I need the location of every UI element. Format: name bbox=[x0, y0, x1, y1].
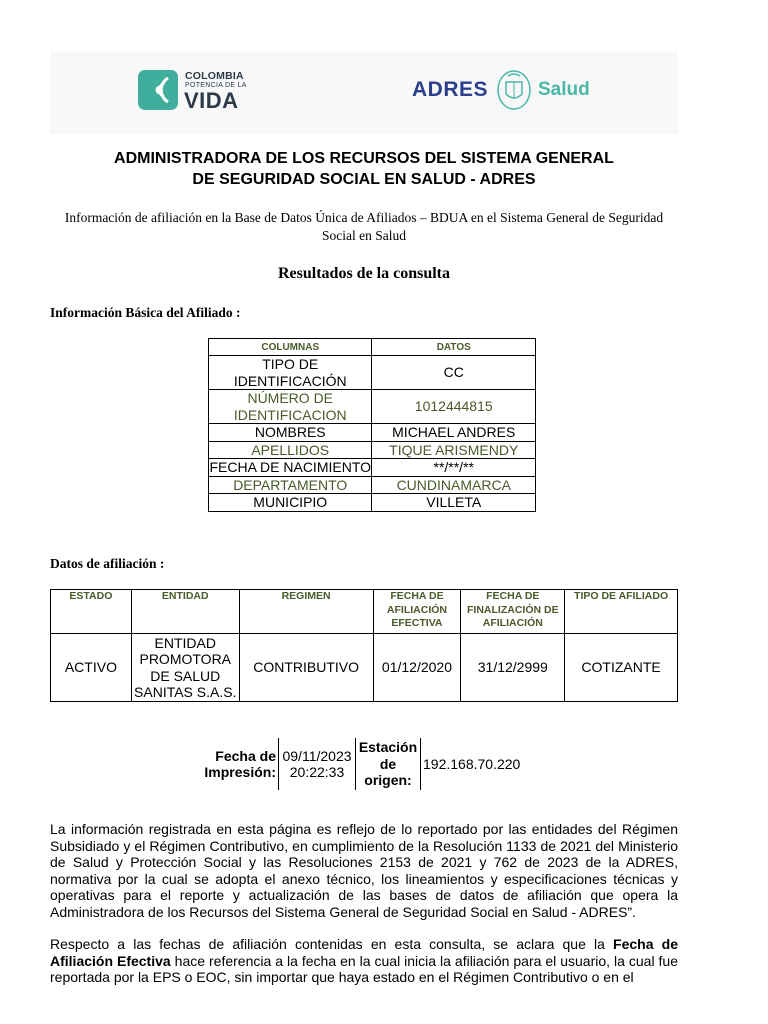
field-departamento: DEPARTAMENTO bbox=[209, 476, 372, 494]
table-row bbox=[209, 459, 536, 477]
table-row bbox=[51, 634, 678, 702]
col-header-entidad: ENTIDAD bbox=[131, 590, 239, 634]
paragraph-2-end: hace referencia a la fecha en la cual inicia la afiliación para el usuario, la cual fue reportada por la EPS o EOC, sin importar que haya estado en el Régimen Contributivo o en el bbox=[50, 952, 679, 985]
value-departamento: CUNDINAMARCA bbox=[372, 476, 536, 494]
station-value: 192.168.70.220 bbox=[421, 738, 536, 790]
value-apellidos: TIQUE ARISMENDY bbox=[372, 441, 536, 459]
table-row bbox=[209, 476, 536, 494]
logo-line-potencia: POTENCIA DE LA bbox=[185, 82, 247, 89]
cell-tipo-afiliado: COTIZANTE bbox=[565, 634, 678, 702]
logo-line-colombia: COLOMBIA bbox=[185, 70, 244, 82]
field-tipo-identificacion: TIPO DE IDENTIFICACIÓN bbox=[209, 356, 372, 390]
adres-salud-logo bbox=[412, 68, 602, 114]
coat-of-arms-icon bbox=[494, 68, 534, 112]
results-title: Resultados de la consulta bbox=[277, 265, 451, 282]
colombia-wave-icon bbox=[138, 70, 180, 110]
col-header-fecha-finalizacion: FECHA DE FINALIZACIÓN DE AFILIACIÓN bbox=[461, 590, 565, 634]
cell-fecha-afiliacion: 01/12/2020 bbox=[373, 634, 461, 702]
table-row bbox=[209, 494, 536, 512]
field-nombres: NOMBRES bbox=[209, 424, 372, 442]
colombia-potencia-logo bbox=[138, 68, 258, 114]
col-header-columnas: COLUMNAS bbox=[209, 339, 372, 356]
logo-line-vida: VIDA bbox=[184, 88, 239, 113]
field-municipio: MUNICIPIO bbox=[209, 494, 372, 512]
legal-paragraph-2 bbox=[50, 936, 678, 986]
table-row bbox=[209, 390, 536, 424]
print-info-table bbox=[202, 738, 535, 790]
table-row bbox=[209, 424, 536, 442]
station-label: Estación de origen: bbox=[358, 739, 418, 789]
basic-info-label: Información Básica del Afiliado : bbox=[50, 305, 241, 320]
salud-wordmark: Salud bbox=[538, 79, 590, 100]
value-numero-identificacion: 1012444815 bbox=[372, 390, 536, 424]
affiliation-header-row bbox=[51, 590, 678, 634]
col-header-tipo-afiliado: TIPO DE AFILIADO bbox=[565, 590, 678, 634]
print-date-label: Fecha de Impresión: bbox=[204, 747, 276, 780]
col-header-regimen: REGIMEN bbox=[239, 590, 373, 634]
col-header-estado: ESTADO bbox=[51, 590, 132, 634]
print-date-value: 09/11/2023 20:22:33 bbox=[279, 738, 356, 790]
basic-info-header-row bbox=[209, 339, 536, 356]
page-title-line-1: ADMINISTRADORA DE LOS RECURSOS DEL SISTEMA GENERAL bbox=[114, 150, 614, 167]
page-subtitle: Información de afiliación en la Base de Datos Única de Afiliados – BDUA en el Sistema General de Seguridad Social en Salud bbox=[64, 210, 664, 243]
col-header-datos: DATOS bbox=[372, 339, 536, 356]
cell-estado: ACTIVO bbox=[51, 634, 132, 702]
page-title-line-2: DE SEGURIDAD SOCIAL EN SALUD - ADRES bbox=[192, 171, 536, 188]
legal-paragraph-1: La información registrada en esta página es reflejo de lo reportado por las entidades del Régimen Subsidiado y el Régimen Contributivo, en cumplimiento de la Resolución 1133 de 2021 del Ministerio de Salud y Protección Social y las Resoluciones 2153 de 2021 y 762 de 2023 de la ADRES, normativa por la cual se adopta el anexo técnico, los lineamientos y especificaciones técnicas y operativas para el reporte y actualización de las bases de datos de afiliación que opera la Administradora de los Recursos del Sistema General de Seguridad Social en Salud - ADRES”. bbox=[50, 821, 678, 920]
basic-info-table bbox=[208, 338, 536, 512]
cell-regimen: CONTRIBUTIVO bbox=[239, 634, 373, 702]
cell-entidad: ENTIDAD PROMOTORA DE SALUD SANITAS S.A.S. bbox=[131, 634, 239, 702]
print-info-row bbox=[202, 738, 535, 790]
field-apellidos: APELLIDOS bbox=[209, 441, 372, 459]
field-numero-identificacion: NÚMERO DE IDENTIFICACION bbox=[209, 390, 372, 424]
table-row bbox=[209, 356, 536, 390]
field-fecha-nacimiento: FECHA DE NACIMIENTO bbox=[209, 459, 372, 475]
cell-fecha-finalizacion: 31/12/2999 bbox=[461, 634, 565, 702]
affiliation-label: Datos de afiliación : bbox=[50, 556, 165, 571]
table-row bbox=[209, 441, 536, 459]
adres-wordmark: ADRES bbox=[412, 78, 489, 101]
paragraph-2-start: Respecto a las fechas de afiliación contenidas en esta consulta, se aclara que la bbox=[50, 936, 614, 952]
value-tipo-identificacion: CC bbox=[372, 356, 536, 390]
col-header-fecha-afiliacion: FECHA DE AFILIACIÓN EFECTIVA bbox=[373, 590, 461, 634]
value-nombres: MICHAEL ANDRES bbox=[372, 424, 536, 442]
value-fecha-nacimiento: **/**/** bbox=[372, 459, 536, 477]
affiliation-table bbox=[50, 589, 678, 702]
paragraph-2-bold-term: Fecha de Afiliación Efectiva bbox=[50, 936, 678, 969]
value-municipio: VILLETA bbox=[372, 494, 536, 512]
